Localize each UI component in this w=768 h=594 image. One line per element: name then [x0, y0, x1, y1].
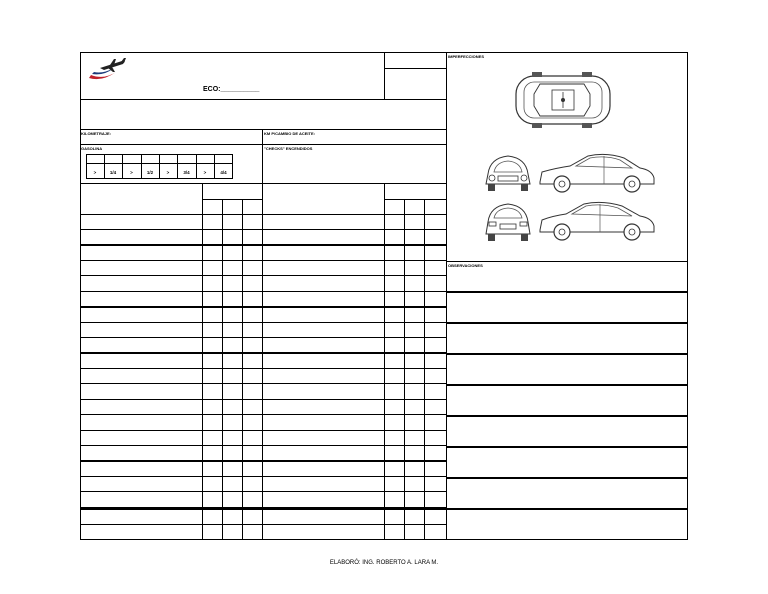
- obs-line: [446, 508, 688, 510]
- obs-line: [446, 384, 688, 386]
- table-row-line: [80, 399, 446, 400]
- obs-line: [446, 477, 688, 479]
- gasolina-label: GASOLINA: [81, 146, 103, 151]
- table-row-line: [80, 368, 446, 369]
- gas-level: 4/4: [220, 170, 227, 175]
- obs-line: [446, 291, 688, 293]
- car-side-view-icon: [536, 150, 658, 196]
- header-small-line: [384, 68, 446, 69]
- gas-level: >: [130, 170, 133, 175]
- gas-level: 1/4: [109, 170, 117, 175]
- table-row-line: [80, 214, 446, 215]
- obs-line: [446, 353, 688, 355]
- table-row-line: [80, 383, 446, 384]
- col-line: [222, 199, 223, 540]
- eco-value: __________: [220, 86, 260, 93]
- gas-level: 3/4: [183, 170, 190, 175]
- table-top-line: [80, 183, 446, 184]
- table-row-line: [80, 430, 446, 431]
- km-aceite-label: KM P/CAMBIO DE ACEITE:: [264, 131, 315, 136]
- header-divider: [384, 52, 385, 99]
- col-line: [242, 199, 243, 540]
- table-row-line: [80, 414, 446, 415]
- obs-line: [446, 446, 688, 448]
- airplane-logo-icon: [86, 56, 130, 84]
- observaciones-label: OBSERVACIONES: [448, 263, 483, 268]
- col-line: [262, 129, 263, 540]
- car-side-view-2-icon: [536, 198, 658, 244]
- table-group-line: [80, 352, 446, 354]
- table-row-line: [80, 476, 446, 477]
- table-group-line: [80, 508, 446, 510]
- table-row-line: [80, 260, 446, 261]
- gas-level: >: [93, 170, 97, 175]
- table-row-line: [80, 337, 446, 338]
- car-rear-view-icon: [482, 200, 534, 244]
- car-top-view-icon: [512, 70, 614, 130]
- eco-label: ECO:: [203, 86, 221, 93]
- table-subheader-line: [384, 199, 446, 200]
- divider-right-panel: [446, 52, 447, 540]
- col-line: [424, 199, 425, 540]
- obs-line: [446, 322, 688, 324]
- row-line: [80, 129, 446, 130]
- car-front-view-icon: [482, 152, 534, 194]
- table-group-line: [80, 244, 446, 246]
- table-group-line: [80, 306, 446, 308]
- col-line: [202, 183, 203, 540]
- col-line: [384, 183, 385, 540]
- table-group-line: [80, 460, 446, 462]
- gas-level: 1/2: [146, 170, 154, 175]
- row-line: [80, 144, 446, 145]
- footer-elaboro: ELABORÓ: ING. ROBERTO A. LARA M.: [329, 560, 439, 566]
- checks-label: "CHECKS" ENCENDIDOS: [264, 146, 313, 151]
- kilometraje-label: KILOMETRAJE:: [81, 131, 111, 136]
- imperfecciones-label: IMPERFECCIONES: [448, 54, 485, 59]
- eco-field[interactable]: [203, 86, 259, 93]
- table-row-line: [80, 275, 446, 276]
- table-row-line: [80, 445, 446, 446]
- table-row-line: [80, 291, 446, 292]
- col-line: [404, 199, 405, 540]
- table-row-line: [80, 491, 446, 492]
- header-bottom-line: [80, 99, 446, 100]
- table-subheader-line: [202, 199, 262, 200]
- table-row-line: [80, 524, 446, 525]
- obs-top-line: [446, 261, 688, 262]
- table-row-line: [80, 322, 446, 323]
- obs-line: [446, 415, 688, 417]
- table-row-line: [80, 229, 446, 230]
- gas-level: >: [166, 170, 170, 175]
- gas-level: >: [203, 170, 207, 175]
